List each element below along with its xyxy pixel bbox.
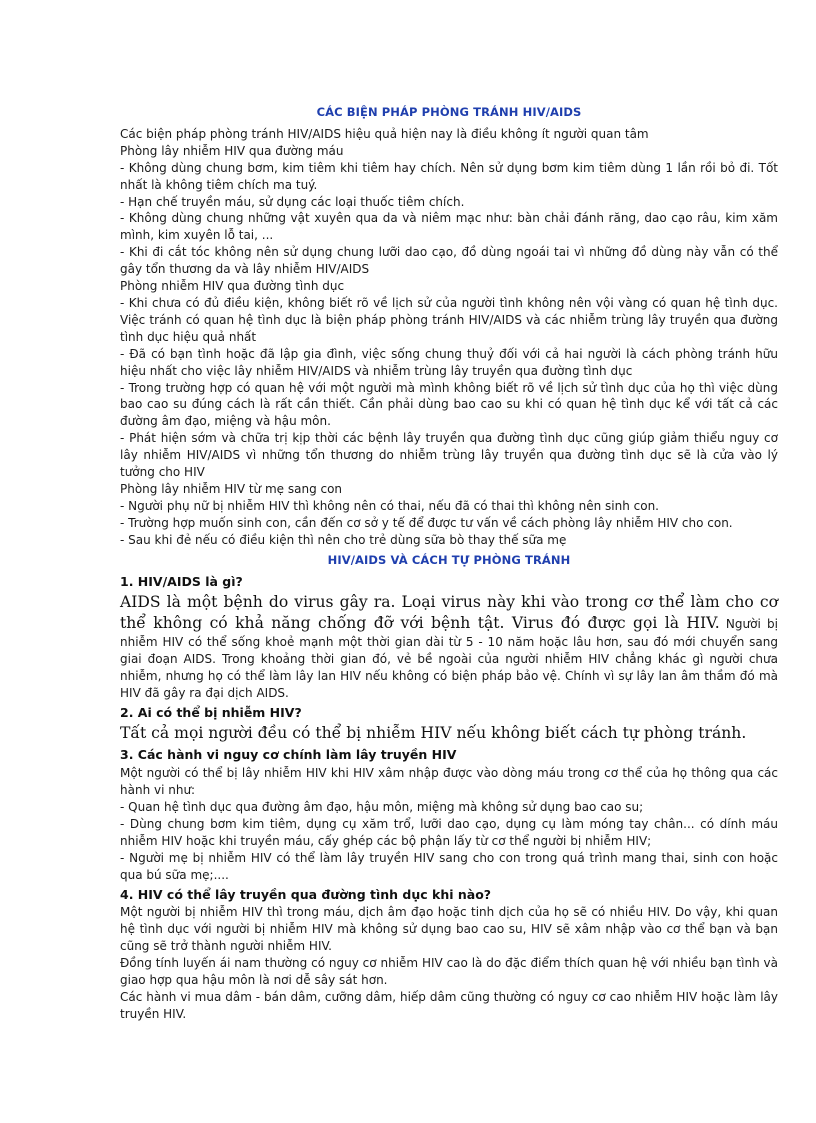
paragraph: - Trong trường hợp có quan hệ với một người mà mình không biết rõ về lịch sử tình dục của họ thì việc dùng bao cao su đúng cách là rất cần thiết. Cần phải dùng bao cao su khi có quan hệ tình dục kể với tất cả các đường âm đạo, miệng và hậu môn. — [120, 380, 778, 429]
paragraph: - Khi đi cắt tóc không nên sử dụng chung lưỡi dao cạo, đồ dùng ngoái tai vì những đồ dùng này vẫn có thể gây tổn thương da và lây nhiễm HIV/AIDS — [120, 245, 778, 277]
question-heading-2: 2. Ai có thể bị nhiễm HIV? — [120, 705, 302, 721]
answer-2: Tất cả mọi người đều có thể bị nhiễm HIV nếu không biết cách tự phòng tránh. — [120, 724, 747, 743]
paragraph: Phòng lây nhiễm HIV từ mẹ sang con — [120, 481, 343, 496]
answer-1 — [120, 592, 778, 702]
paragraph: - Không dùng chung bơm, kim tiêm khi tiêm hay chích. Nên sử dụng bơm kim tiêm dùng 1 lần rồi bỏ đi. Tốt nhất là không tiêm chích ma tuý. — [120, 160, 778, 192]
paragraph: - Đã có bạn tình hoặc đã lập gia đình, việc sống chung thuỷ đối với cả hai người là cách phòng tránh hữu hiệu nhất cho việc lây nhiễm HIV/AIDS và nhiễm trùng lây truyền qua đường tình dục — [120, 346, 778, 378]
paragraph: - Phát hiện sớm và chữa trị kịp thời các bệnh lây truyền qua đường tình dục cũng giúp giảm thiểu nguy cơ lây nhiễm HIV/AIDS vì những tổn thương do nhiễm trùng lây truyền qua đường tình dục sẽ là cửa vào lý tưởng cho HIV — [120, 431, 778, 480]
paragraph: - Người mẹ bị nhiễm HIV có thể làm lây truyền HIV sang cho con trong quá trình mang thai, sinh con hoặc qua bú sữa mẹ;.... — [120, 850, 778, 882]
document-page — [120, 104, 778, 1023]
paragraph: Phòng nhiễm HIV qua đường tình dục — [120, 279, 345, 294]
paragraph: - Khi chưa có đủ điều kiện, không biết rõ về lịch sử của người tình không nên vội vàng có quan hệ tình dục. Việc tránh có quan hệ tình dục là biện pháp phòng tránh HIV/AIDS và các nhiễm trùng lây truyền qua đường tình dục hiệu quả nhất — [120, 295, 778, 344]
paragraph: Đồng tính luyến ái nam thường có nguy cơ nhiễm HIV cao là do đặc điểm thích quan hệ với nhiều bạn tình và giao hợp qua hậu môn là nơi dễ sây sát hơn. — [120, 956, 778, 988]
paragraph: - Người phụ nữ bị nhiễm HIV thì không nên có thai, nếu đã có thai thì không nên sinh con. — [120, 498, 659, 513]
question-heading-4: 4. HIV có thể lây truyền qua đường tình dục khi nào? — [120, 886, 492, 902]
section-title-hiv-aids: HIV/AIDS VÀ CÁCH TỰ PHÒNG TRÁNH — [327, 552, 571, 567]
answer-1-text: Người bị nhiễm HIV có thể sống khoẻ mạnh một thời gian dài từ 5 - 10 năm hoặc lâu hơn, sau đó mới chuyển sang giai đoạn AIDS. Trong khoảng thời gian đó, vẻ bề ngoài của người nhiễm HIV chẳng khác gì người chưa nhiễm, nhưng họ có thể làm lây lan HIV nếu không có biện pháp bảo vệ. Chính vì sự lây lan âm thầm đó mà HIV đã gây ra đại dịch AIDS. — [120, 617, 778, 701]
section-title-prevention: CÁC BIỆN PHÁP PHÒNG TRÁNH HIV/AIDS — [316, 105, 582, 119]
paragraph: Các biện pháp phòng tránh HIV/AIDS hiệu quả hiện nay là điều không ít người quan tâm — [120, 126, 649, 141]
paragraph: - Trường hợp muốn sinh con, cần đến cơ sở y tế để được tư vấn về cách phòng lây nhiễm HIV cho con. — [120, 515, 733, 530]
paragraph: Một người có thể bị lây nhiễm HIV khi HIV xâm nhập được vào dòng máu trong cơ thể của họ thông qua các hành vi như: — [120, 766, 778, 798]
paragraph: - Hạn chế truyền máu, sử dụng các loại thuốc tiêm chích. — [120, 194, 465, 209]
paragraph: - Không dùng chung những vật xuyên qua da và niêm mạc như: bàn chải đánh răng, dao cạo râu, kim xăm mình, kim xuyên lỗ tai, ... — [120, 211, 778, 243]
section1-body — [120, 126, 778, 549]
paragraph: Các hành vi mua dâm - bán dâm, cưỡng dâm, hiếp dâm cũng thường có nguy cơ cao nhiễm HIV hoặc làm lây truyền HIV. — [120, 989, 778, 1021]
question-heading-3: 3. Các hành vi nguy cơ chính làm lây truyền HIV — [120, 747, 457, 763]
paragraph: Phòng lây nhiễm HIV qua đường máu — [120, 143, 344, 158]
paragraph: Một người bị nhiễm HIV thì trong máu, dịch âm đạo hoặc tinh dịch của họ sẽ có nhiều HIV. Do vậy, khi quan hệ tình dục với người bị nhiễm HIV mà không sử dụng bao cao su, HIV sẽ xâm nhập vào cơ thể bạn và bạn cũng sẽ trở thành người nhiễm HIV. — [120, 905, 778, 954]
question-heading-1: 1. HIV/AIDS là gì? — [120, 574, 243, 590]
paragraph: - Dùng chung bơm kim tiêm, dụng cụ xăm trổ, lưỡi dao cạo, dụng cụ làm móng tay chân... có dính máu nhiễm HIV hoặc khi truyền máu, cấy ghép các bộ phận lấy từ cơ thể người bị nhiễm HIV; — [120, 816, 778, 848]
answer-1-serif-text: AIDS là một bệnh do virus gây ra. Loại virus này khi vào trong cơ thể làm cho cơ thể không có khả năng chống đỡ với bệnh tật. Virus đó được gọi là HIV. — [120, 593, 778, 633]
paragraph: - Sau khi đẻ nếu có điều kiện thì nên cho trẻ dùng sữa bò thay thế sữa mẹ — [120, 532, 567, 547]
paragraph: - Quan hệ tình dục qua đường âm đạo, hậu môn, miệng mà không sử dụng bao cao su; — [120, 800, 644, 814]
